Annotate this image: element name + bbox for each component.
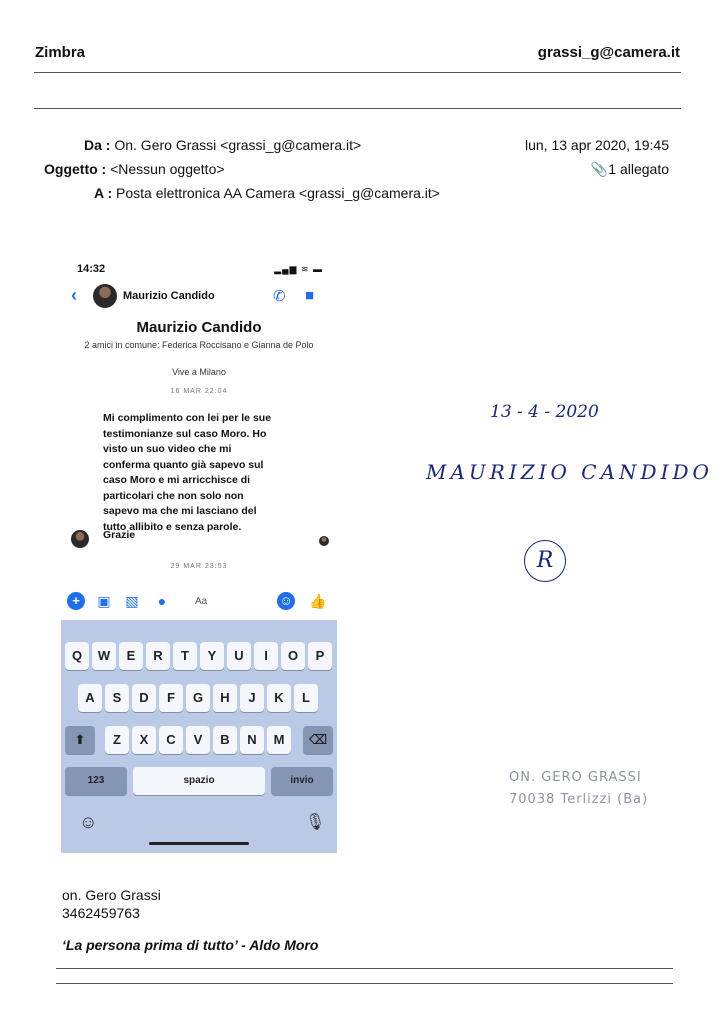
from-row — [84, 137, 361, 153]
attachment-row[interactable] — [591, 161, 669, 178]
messenger-screenshot — [61, 253, 337, 853]
message-line: conferma quanto già sapevo sul — [103, 458, 264, 471]
footer-divider-2 — [56, 983, 673, 984]
key[interactable]: T — [173, 642, 197, 670]
key[interactable]: Z — [105, 726, 129, 754]
mutual-friends: 2 amici in comune: Federica Roccisano e Gianna de Polo — [84, 340, 314, 350]
to-row — [94, 185, 440, 201]
meta-divider — [34, 108, 681, 109]
shift-key[interactable]: ⬆ — [65, 726, 95, 754]
stamp-line-1: ON. GERO GRASSI — [509, 770, 642, 785]
message-last-line: Grazie — [103, 529, 136, 541]
emoji-keyboard-icon[interactable]: ☺ — [79, 812, 98, 832]
chat-header — [61, 283, 337, 311]
to-label: A : — [94, 185, 113, 201]
message-line: visto un suo video che mi — [103, 443, 232, 455]
key[interactable]: R — [146, 642, 170, 670]
signature-quote: ‘La persona prima di tutto’ - Aldo Moro — [62, 937, 319, 953]
key[interactable]: U — [227, 642, 251, 670]
message-line: testimonianze sul caso Moro. Ho — [103, 427, 267, 440]
key[interactable]: Y — [200, 642, 224, 670]
phone-icon[interactable]: ✆ — [273, 288, 286, 305]
message-line: Mi complimento con lei per le sue — [103, 412, 272, 424]
backspace-key[interactable]: ⌫ — [303, 726, 333, 754]
message-line: tutto allibito e senza parole. — [103, 520, 242, 533]
key[interactable]: K — [267, 684, 291, 712]
emoji-icon[interactable]: ☺ — [277, 592, 295, 610]
key[interactable]: H — [213, 684, 237, 712]
like-icon[interactable]: 👍 — [309, 593, 327, 609]
message-text — [103, 411, 293, 535]
header-app-name: Zimbra — [35, 44, 86, 61]
dictation-icon[interactable]: 🎙 — [305, 814, 326, 831]
key[interactable]: W — [92, 642, 116, 670]
sender-avatar — [71, 530, 89, 548]
message-line: particolari che non solo non — [103, 489, 244, 502]
key[interactable]: B — [213, 726, 237, 754]
key[interactable]: E — [119, 642, 143, 670]
paperclip-icon: 📎 — [590, 161, 609, 177]
status-time: 14:32 — [77, 263, 106, 275]
key[interactable]: J — [240, 684, 264, 712]
key[interactable]: L — [294, 684, 318, 712]
profile-location: Vive a Milano — [172, 367, 226, 377]
space-key[interactable]: spazio — [133, 767, 265, 795]
key[interactable]: G — [186, 684, 210, 712]
subject-label: Oggetto : — [44, 161, 107, 177]
enter-key[interactable]: invio — [271, 767, 333, 795]
key[interactable]: O — [281, 642, 305, 670]
numbers-key[interactable]: 123 — [65, 767, 127, 795]
signature-name: on. Gero Grassi — [62, 887, 161, 903]
profile-name: Maurizio Candido — [136, 319, 262, 336]
key[interactable]: C — [159, 726, 183, 754]
subject-row — [44, 161, 225, 177]
key[interactable]: V — [186, 726, 210, 754]
handwritten-name: MAURIZIO CANDIDO — [426, 460, 713, 484]
key[interactable]: M — [267, 726, 291, 754]
message-line: sapevo ma che mi lasciano del — [103, 505, 257, 517]
key[interactable]: F — [159, 684, 183, 712]
handwritten-initial-circle — [524, 540, 566, 582]
chat-contact-name: Maurizio Candido — [123, 290, 215, 302]
handwritten-initial: R — [536, 548, 554, 573]
date-value: lun, 13 apr 2020, 19:45 — [524, 137, 669, 153]
status-icons: ▂▄▆ ≋ ▬ — [274, 264, 323, 274]
key[interactable]: N — [240, 726, 264, 754]
camera-icon[interactable]: ▣ — [97, 593, 111, 609]
footer-divider — [56, 968, 673, 969]
video-icon[interactable]: ■ — [305, 287, 315, 304]
back-icon[interactable]: ‹ — [71, 285, 77, 305]
stamp-line-2: 70038 Terlizzi (Ba) — [509, 792, 649, 807]
subject-value: <Nessun oggetto> — [110, 161, 225, 177]
from-label: Da : — [84, 137, 111, 153]
key[interactable]: X — [132, 726, 156, 754]
image-icon[interactable]: ▧ — [125, 593, 139, 609]
avatar — [93, 284, 117, 308]
key[interactable]: A — [78, 684, 102, 712]
header-divider — [34, 72, 681, 73]
key[interactable]: I — [254, 642, 278, 670]
key[interactable]: Q — [65, 642, 89, 670]
key[interactable]: P — [308, 642, 332, 670]
handwritten-date: 13 - 4 - 2020 — [490, 402, 599, 422]
message-line: caso Moro e mi arricchisce di — [103, 474, 251, 486]
attachment-count: 1 allegato — [608, 161, 669, 177]
plus-icon[interactable]: + — [67, 592, 85, 610]
composer-toolbar — [61, 589, 337, 615]
from-value: On. Gero Grassi <grassi_g@camera.it> — [114, 137, 362, 153]
message-timestamp: 16 MAR 22:04 — [170, 388, 228, 395]
keyboard — [61, 620, 337, 853]
key[interactable]: S — [105, 684, 129, 712]
to-value: Posta elettronica AA Camera <grassi_g@camera.it> — [116, 185, 440, 201]
home-indicator — [149, 842, 249, 845]
signature-phone: 3462459763 — [62, 905, 140, 921]
message-input[interactable]: Aa — [195, 596, 208, 607]
message-timestamp-2: 29 MAR 23:53 — [170, 563, 228, 570]
mic-icon[interactable]: ● — [157, 593, 167, 609]
header-account: grassi_g@camera.it — [537, 44, 680, 61]
key[interactable]: D — [132, 684, 156, 712]
seen-avatar — [319, 536, 329, 546]
